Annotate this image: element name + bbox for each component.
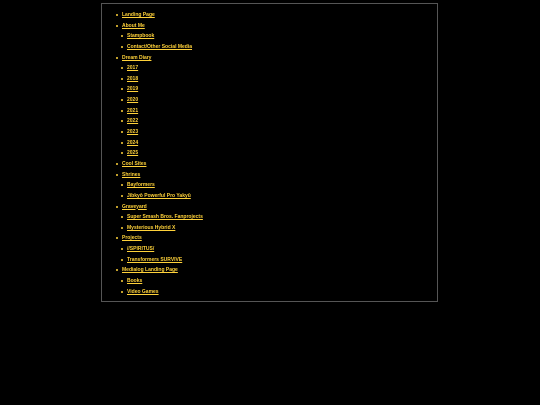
navigation-panel xyxy=(101,3,438,302)
bullet-icon xyxy=(121,88,123,90)
bullet-icon xyxy=(116,14,118,16)
bullet-icon xyxy=(121,131,123,133)
nav-item-shrines[interactable] xyxy=(102,170,437,181)
nav-item-dream-diary[interactable] xyxy=(102,53,437,64)
nav-subitem-mysterious-hybrid-x[interactable] xyxy=(102,223,437,234)
nav-subitem-2017[interactable] xyxy=(102,63,437,74)
bullet-icon xyxy=(121,280,123,282)
nav-subitem-2025[interactable] xyxy=(102,148,437,159)
nav-subitem-spiritus[interactable] xyxy=(102,244,437,255)
nav-item-medialog[interactable] xyxy=(102,265,437,276)
nav-link-transformers-survive[interactable]: Transformers SURVIVE xyxy=(127,256,183,263)
bullet-icon xyxy=(116,206,118,208)
nav-link-2022[interactable]: 2022 xyxy=(127,118,139,125)
bullet-icon xyxy=(121,227,123,229)
nav-subitem-powerful-pro-yakyu[interactable] xyxy=(102,191,437,202)
nav-link-2018[interactable]: 2018 xyxy=(127,75,139,82)
bullet-icon xyxy=(121,35,123,37)
nav-link-bayformers[interactable]: Bayformers xyxy=(127,182,155,189)
nav-subitem-books[interactable] xyxy=(102,276,437,287)
nav-subitem-bayformers[interactable] xyxy=(102,180,437,191)
nav-subitem-2023[interactable] xyxy=(102,127,437,138)
nav-subitem-2018[interactable] xyxy=(102,74,437,85)
nav-link-2021[interactable]: 2021 xyxy=(127,107,139,114)
nav-link-dream-diary[interactable]: Dream Diary xyxy=(122,54,152,61)
nav-subitem-video-games[interactable] xyxy=(102,287,437,298)
bullet-icon xyxy=(121,248,123,250)
nav-link-medialog[interactable]: Medialog Landing Page xyxy=(122,267,178,274)
bullet-icon xyxy=(121,142,123,144)
bullet-icon xyxy=(121,291,123,293)
nav-link-shrines[interactable]: Shrines xyxy=(122,171,141,178)
nav-link-smash-fanprojects[interactable]: Super Smash Bros. Fanprojects xyxy=(127,214,203,221)
nav-item-projects[interactable] xyxy=(102,233,437,244)
bullet-icon xyxy=(121,110,123,112)
nav-link-2024[interactable]: 2024 xyxy=(127,139,139,146)
bullet-icon xyxy=(116,269,118,271)
bullet-icon xyxy=(121,184,123,186)
nav-subitem-2019[interactable] xyxy=(102,84,437,95)
nav-link-landing-page[interactable]: Landing Page xyxy=(122,12,155,18)
bullet-icon xyxy=(121,216,123,218)
nav-link-stampbook[interactable]: Stampbook xyxy=(127,33,155,40)
nav-subitem-transformers-survive[interactable] xyxy=(102,255,437,266)
bullet-icon xyxy=(121,195,123,197)
nav-link-video-games[interactable]: Video Games xyxy=(127,288,159,295)
nav-subitem-stampbook[interactable] xyxy=(102,31,437,42)
nav-link-cool-sites[interactable]: Cool Sites xyxy=(122,160,147,167)
bullet-icon xyxy=(116,57,118,59)
nav-subitem-2022[interactable] xyxy=(102,116,437,127)
nav-subitem-smash-fanprojects[interactable] xyxy=(102,212,437,223)
bullet-icon xyxy=(121,78,123,80)
nav-item-cool-sites[interactable] xyxy=(102,159,437,170)
nav-link-2023[interactable]: 2023 xyxy=(127,129,139,136)
nav-subitem-2021[interactable] xyxy=(102,106,437,117)
nav-link-2025[interactable]: 2025 xyxy=(127,150,139,157)
nav-link-2020[interactable]: 2020 xyxy=(127,97,139,104)
bullet-icon xyxy=(116,25,118,27)
nav-link-2019[interactable]: 2019 xyxy=(127,86,139,93)
nav-link-powerful-pro-yakyu[interactable]: Jibkyō Powerful Pro Yakyū xyxy=(127,192,191,199)
nav-link-2017[interactable]: 2017 xyxy=(127,65,139,72)
nav-link-mysterious-hybrid-x[interactable]: Mysterious Hybrid X xyxy=(127,224,176,231)
bullet-icon xyxy=(116,174,118,176)
bullet-icon xyxy=(116,237,118,239)
bullet-icon xyxy=(121,46,123,48)
nav-link-projects[interactable]: Projects xyxy=(122,235,142,242)
nav-menu xyxy=(102,4,437,297)
bullet-icon xyxy=(121,259,123,261)
nav-item-landing-page[interactable] xyxy=(102,10,437,21)
nav-subitem-2024[interactable] xyxy=(102,138,437,149)
bullet-icon xyxy=(116,163,118,165)
nav-link-about-me[interactable]: About Me xyxy=(122,22,145,29)
bullet-icon xyxy=(121,152,123,154)
nav-link-graveyard[interactable]: Graveyard xyxy=(122,203,147,210)
nav-link-spiritus[interactable]: //SPIRITUS/ xyxy=(127,246,155,253)
nav-subitem-2020[interactable] xyxy=(102,95,437,106)
nav-subitem-contact[interactable] xyxy=(102,42,437,53)
nav-link-contact[interactable]: Contact/Other Social Media xyxy=(127,43,193,50)
bullet-icon xyxy=(121,120,123,122)
bullet-icon xyxy=(121,99,123,101)
nav-item-graveyard[interactable] xyxy=(102,202,437,213)
bullet-icon xyxy=(121,67,123,69)
nav-link-books[interactable]: Books xyxy=(127,278,143,285)
nav-item-about-me[interactable] xyxy=(102,21,437,32)
